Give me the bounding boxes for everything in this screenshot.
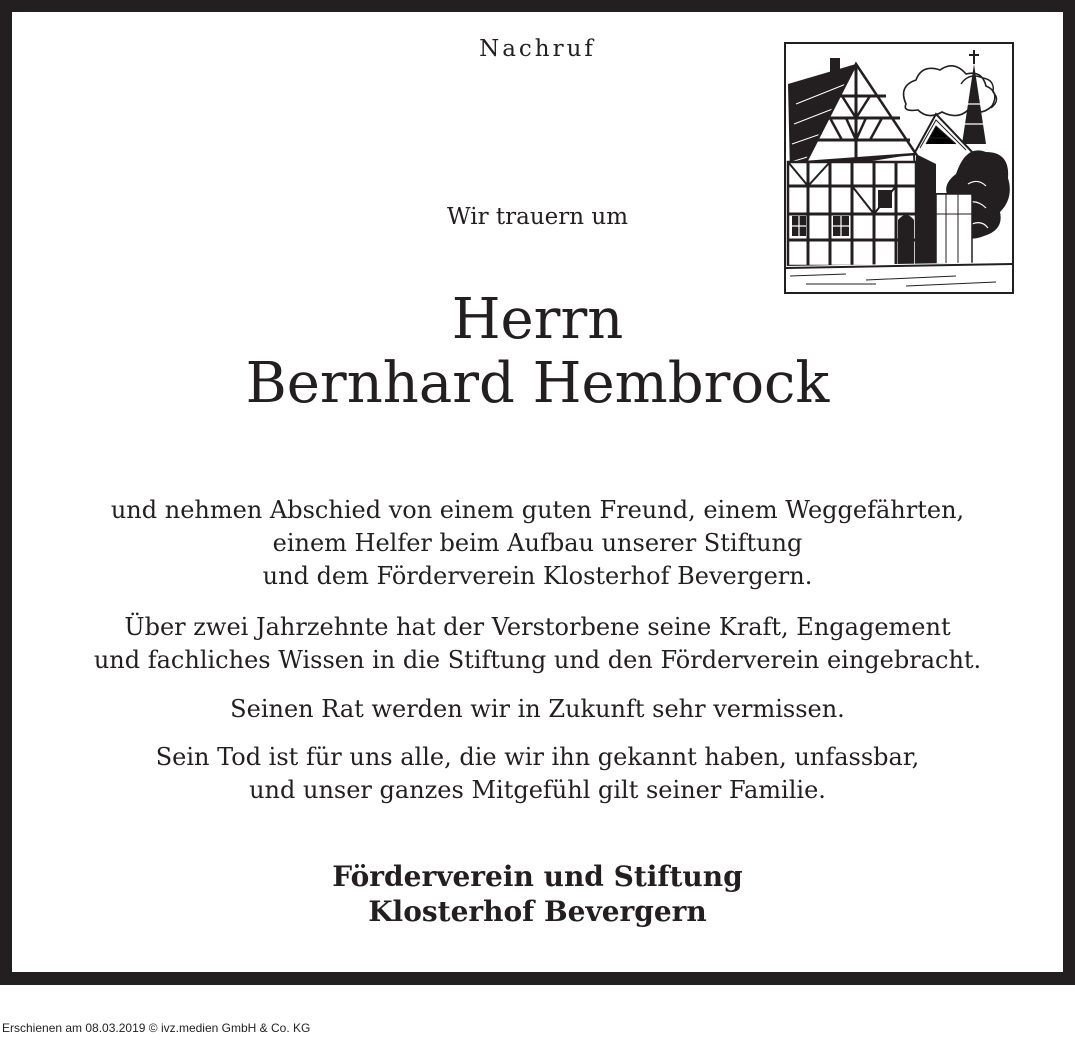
- text-line: und nehmen Abschied von einem guten Freund, einem Weggefährten,: [110, 496, 965, 524]
- deceased-name: [12, 288, 1063, 416]
- name-salutation: Herrn: [451, 287, 624, 352]
- name-full: Bernhard Hembrock: [245, 351, 830, 416]
- intro-text: Wir trauern um: [446, 204, 628, 230]
- paragraph-engagement: [12, 611, 1063, 677]
- text-line: Über zwei Jahrzehnte hat der Verstorbene seine Kraft, Engagement: [124, 613, 951, 641]
- signature-line: Förderverein und Stiftung: [332, 860, 743, 893]
- text-line: Seinen Rat werden wir in Zukunft sehr vermissen.: [230, 695, 845, 723]
- house-church-drawing: [786, 44, 1012, 292]
- text-line: und fachliches Wissen in die Stiftung und den Förderverein eingebracht.: [93, 646, 982, 674]
- paragraph-condolence: [12, 741, 1063, 807]
- signature-line: Klosterhof Bevergern: [368, 895, 707, 928]
- signature-block: [12, 859, 1063, 929]
- text-line: Sein Tod ist für uns alle, die wir ihn gekannt haben, unfassbar,: [155, 743, 920, 771]
- half-timbered-house-illustration: [784, 42, 1014, 294]
- paragraph-farewell: [12, 494, 1063, 593]
- obituary-notice: [12, 12, 1063, 972]
- notice-heading: Nachruf: [479, 36, 596, 62]
- publication-footer: Erschienen am 08.03.2019 © ivz.medien GmbH & Co. KG: [2, 1021, 311, 1035]
- paragraph-advice: [12, 693, 1063, 726]
- text-line: und unser ganzes Mitgefühl gilt seiner Familie.: [249, 776, 826, 804]
- text-line: und dem Förderverein Klosterhof Bevergern.: [262, 562, 813, 590]
- text-line: einem Helfer beim Aufbau unserer Stiftung: [272, 529, 803, 557]
